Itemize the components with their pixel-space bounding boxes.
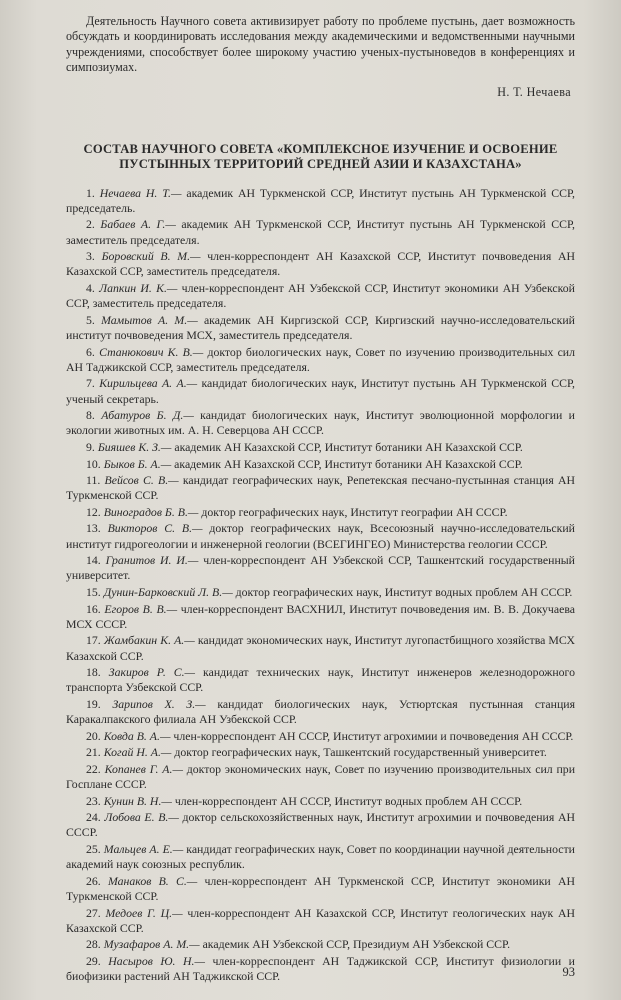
intro-paragraph: Деятельность Научного совета активизирует работу по проблеме пустынь, дает возможность обсуждать и координировать исследования между академическими и ведомственными научными учреждениями, способствует более широкому участию ученых-пустыноведов в конференциях и симпозиумах. [66, 14, 575, 75]
member-description: член-корреспондент АН Узбекской ССР, Ташкентский государственный университет. [66, 553, 575, 583]
member-number: 10. [86, 456, 101, 471]
member-name: Манаков В. С.— [107, 873, 198, 888]
member-number: 25. [86, 842, 101, 856]
member-number: 13. [86, 521, 101, 536]
member-description: кандидат технических наук, Институт инженеров железнодорожного транспорта Узбекской ССР. [66, 665, 575, 695]
member-number: 5. [86, 312, 95, 327]
member-name: Егоров В. В.— [104, 601, 178, 616]
member-item [66, 249, 575, 280]
member-description: член-корреспондент АН Туркменской ССР, Институт экономики АН Туркменской ССР. [66, 873, 575, 904]
member-name: Ковда В. А.— [103, 728, 171, 743]
member-description: доктор экономических наук, Совет по изучению производительных сил при Госплане СССР. [66, 761, 576, 792]
member-number: 11. [86, 473, 101, 488]
member-description: кандидат географических наук, Репетекская песчано-пустынная станция АН Туркменской ССР. [66, 473, 575, 503]
member-number: 16. [86, 601, 101, 616]
member-description: кандидат биологических наук, Институт эволюционной морфологии и экологии животных им. А. Н. Северцова АН СССР. [66, 408, 575, 438]
member-item [66, 585, 575, 600]
member-description: доктор географических наук, Институт географии АН СССР. [198, 504, 508, 519]
member-name: Бияшев К. З.— [97, 440, 172, 454]
member-item [66, 553, 575, 584]
member-name: Вейсов С. В.— [104, 473, 179, 488]
member-number: 28. [86, 937, 101, 952]
member-item [66, 408, 575, 439]
member-number: 19. [86, 696, 101, 711]
member-number: 20. [86, 728, 101, 743]
member-name: Кунин В. Н.— [103, 793, 172, 808]
member-description: кандидат географических наук, Совет по координации научной деятельности академий наук союзных республик. [66, 842, 575, 872]
member-item [66, 794, 575, 809]
member-item [66, 745, 575, 760]
member-item [66, 376, 575, 407]
member-item [66, 810, 575, 841]
member-item [66, 729, 575, 744]
member-name: Викторов С. В.— [107, 521, 203, 536]
intro-section [66, 14, 575, 100]
member-name: Виноградов Б. В.— [103, 504, 199, 519]
member-number: 21. [86, 745, 101, 760]
member-number: 12. [86, 504, 101, 519]
member-number: 14. [86, 553, 101, 568]
member-name: Быков Б. А.— [103, 456, 172, 471]
member-number: 9. [86, 440, 95, 454]
member-number: 8. [86, 408, 95, 423]
member-number: 17. [86, 633, 101, 648]
member-name: Зарипов Х. З.— [112, 696, 206, 711]
member-name: Насыров Ю. Н.— [108, 953, 205, 968]
member-name: Жамбакин К. А.— [103, 633, 195, 648]
member-number: 24. [86, 810, 101, 825]
member-name: Мальцев А. Е.— [103, 842, 184, 856]
member-number: 6. [86, 344, 95, 359]
member-number: 23. [86, 793, 101, 808]
member-item [66, 505, 575, 520]
member-number: 27. [86, 905, 101, 920]
member-item [66, 665, 575, 696]
member-description: доктор географических наук, Всесоюзный научно-исследовательский институт гидрогеологии и инженерной геологии (ВСЕГИНГЕО) Министерства геологии СССР. [66, 521, 575, 551]
member-description: академик АН Казахской ССР, Институт ботаники АН Казахской ССР. [171, 440, 523, 454]
member-number: 3. [86, 249, 95, 264]
page-number: 93 [562, 965, 575, 979]
member-description: член-корреспондент АН Таджикской ССР, Институт физиологии и биофизики растений АН Таджикской ССР. [66, 953, 575, 984]
member-description: академик АН Узбекской ССР, Президиум АН Узбекской ССР. [199, 937, 511, 952]
member-description: доктор биологических наук, Совет по изучению производительных сил АН Таджикской ССР, заместитель председателя. [66, 344, 576, 374]
member-description: член-корреспондент АН Узбекской ССР, Институт экономики АН Узбекской ССР, заместитель председателя. [66, 281, 575, 311]
member-description: академик АН Казахской ССР, Институт ботаники АН Казахской ССР. [171, 456, 523, 471]
member-item [66, 954, 575, 985]
member-item [66, 874, 575, 905]
member-description: доктор географических наук, Институт водных проблем АН СССР. [232, 585, 573, 600]
member-name: Боровский В. М.— [101, 249, 201, 264]
heading-line-1: СОСТАВ НАУЧНОГО СОВЕТА «КОМПЛЕКСНОЕ ИЗУЧЕНИЕ И ОСВОЕНИЕ [83, 141, 558, 156]
member-item [66, 633, 575, 664]
member-name: Нечаева Н. Т.— [99, 185, 182, 200]
member-item [66, 602, 575, 633]
member-name: Лобова Е. В.— [104, 810, 179, 825]
member-name: Гранитов И. И.— [105, 553, 199, 568]
member-item [66, 440, 575, 455]
member-item [66, 345, 575, 376]
member-name: Лапкин И. К.— [99, 281, 178, 296]
member-description: академик АН Туркменской ССР, Институт пустынь АН Туркменской ССР, председатель. [66, 185, 575, 215]
member-item [66, 457, 575, 472]
member-name: Закиров Р. С.— [108, 665, 196, 680]
member-description: член-корреспондент АН Казахской ССР, Институт почвоведения АН Казахской ССР, заместитель председателя. [66, 249, 575, 279]
member-item [66, 473, 575, 504]
member-name: Бабаев А. Г.— [100, 217, 176, 232]
member-item [66, 217, 575, 248]
member-name: Абатуров Б. Д.— [101, 408, 194, 423]
member-name: Медоев Г. Ц.— [105, 905, 183, 920]
member-number: 4. [86, 281, 95, 296]
member-name: Когай Н. А.— [103, 745, 172, 760]
member-description: доктор географических наук, Ташкентский государственный университет. [171, 745, 547, 760]
author-signature: Н. Т. Нечаева [497, 84, 571, 99]
member-name: Копанев Г. А.— [104, 761, 183, 776]
member-item [66, 842, 575, 873]
heading-line-2: ПУСТЫННЫХ ТЕРРИТОРИЙ СРЕДНЕЙ АЗИИ И КАЗАХСТАНА» [119, 156, 522, 171]
member-number: 29. [86, 953, 101, 968]
member-description: доктор сельскохозяйственных наук, Институт агрохимии и почвоведения АН СССР. [66, 810, 575, 840]
member-item [66, 281, 575, 312]
member-description: академик АН Киргизской ССР, Киргизский научно-исследовательский институт почвоведения МСХ, заместитель председателя. [66, 312, 575, 343]
member-description: кандидат экономических наук, Институт лугопастбищного хозяйства МСХ Казахской ССР. [66, 633, 575, 663]
member-number: 15. [86, 585, 101, 600]
members-list [66, 186, 575, 985]
member-description: член-корреспондент АН СССР, Институт агрохимии и почвоведения АН СССР. [170, 728, 574, 743]
member-item [66, 762, 575, 793]
member-number: 7. [86, 376, 95, 391]
member-item [66, 697, 575, 728]
member-name: Дунин-Барковский Л. В.— [103, 585, 233, 600]
member-item [66, 313, 575, 344]
member-description: кандидат биологических наук, Институт пустынь АН Туркменской ССР, ученый секретарь. [66, 376, 575, 406]
member-item [66, 937, 575, 952]
member-name: Музафаров А. М.— [103, 937, 200, 952]
member-name: Мамытов А. М.— [101, 312, 198, 327]
member-description: кандидат биологических наук, Устюртская пустынная станция Каракалпакского филиала АН Узбекской ССР. [66, 696, 575, 727]
section-heading [66, 142, 575, 172]
member-number: 22. [86, 761, 101, 776]
member-item [66, 906, 575, 937]
member-description: член-корреспондент АН Казахской ССР, Институт геологических наук АН Казахской ССР. [66, 905, 575, 935]
member-number: 26. [86, 873, 101, 888]
member-name: Кирильцева А. А.— [99, 376, 198, 391]
member-number: 1. [86, 185, 95, 200]
member-number: 2. [86, 217, 95, 232]
member-item [66, 521, 575, 552]
member-description: академик АН Туркменской ССР, Институт пустынь АН Туркменской ССР, заместитель председателя. [66, 217, 575, 247]
member-description: член-корреспондент ВАСХНИЛ, Институт почвоведения им. В. В. Докучаева МСХ СССР. [66, 601, 575, 631]
member-item [66, 186, 575, 217]
member-name: Станюкович К. В.— [99, 344, 204, 359]
member-number: 18. [86, 665, 101, 680]
member-description: член-корреспондент АН СССР, Институт водных проблем АН СССР. [171, 793, 523, 808]
